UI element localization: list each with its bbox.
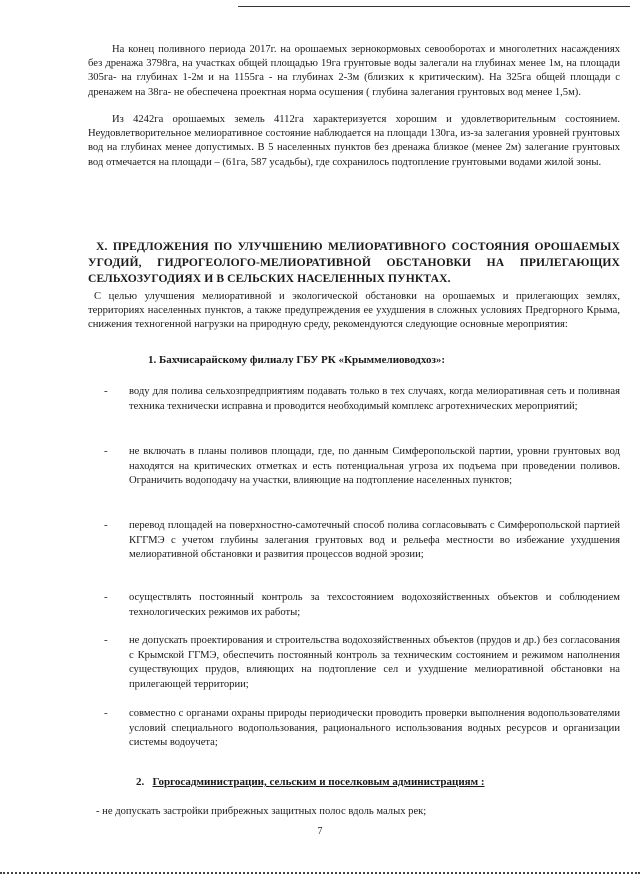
list-dash: -	[104, 634, 108, 646]
subsection-2-text: Горгосадминистрации, сельским и поселковым администрациям :	[152, 776, 485, 788]
subsection-1-title: 1. Бахчисарайскому филиалу ГБУ РК «Крыммелиоводхоз»:	[148, 354, 446, 366]
subsection-2-number: 2.	[136, 776, 145, 788]
list-item-text: перевод площадей на поверхностно-самотечный способ полива согласовывать с Симферопольской партией КГГМЭ с учетом глубины залегания грунтовых вод и рельефа местности во избежание ухудшения мелиоративной обстановки и развития процессов водной эрозии;	[129, 520, 620, 561]
paragraph-land-condition: Из 4242га орошаемых земель 4112га характеризуется хорошим и удовлетворительным состоянием. Неудовлетворительное мелиоративное состояние наблюдается на площади 130га, из-за залегания уровней грунтовых вод на глубинах менее допустимых. В 5 населенных пунктов без дренажа близкое (менее 2м) залегание грунтовых вод отмечается на площади – (61га, 587 усадьбы), где сохранилось подтопление грунтовыми водами жилой зоны.	[88, 114, 620, 168]
list-dash: -	[104, 385, 108, 397]
section-heading: X. ПРЕДЛОЖЕНИЯ ПО УЛУЧШЕНИЮ МЕЛИОРАТИВНОГО СОСТОЯНИЯ ОРОШАЕМЫХ УГОДИЙ, ГИДРОГЕОЛОГО-МЕЛИОРАТИВНОЙ ОБСТАНОВКИ НА ПРИЛЕГАЮЩИХ СЕЛЬХОЗУГОДИЯХ И В СЕЛЬСКИХ НАСЕЛЕННЫХ ПУНКТАХ.	[88, 240, 620, 285]
page-number: 7	[317, 826, 323, 837]
list-item-text: не допускать проектирования и строительства водохозяйственных объектов (прудов и др.) без согласования с Крымской ГГМЭ, обеспечить постоянный контроль за техническим состоянием и режимом наполнения существующих прудов, влияющих на подтопление сел и ухудшение мелиоративной обстановки на прилегающей территории;	[129, 635, 620, 690]
list-item-text: не включать в планы поливов площади, где, по данным Симферопольской партии, уровни грунтовых вод находятся на критических отметках и есть потенциальная угроза их подъема при проведении поливов. Ограничить водоподачу на участки, влияющие на подтопление населенных пунктов;	[129, 446, 620, 487]
list-dash: -	[104, 591, 108, 603]
list-item-text: осуществлять постоянный контроль за техсостоянием водохозяйственных объектов и соблюдением технологических режимов их работы;	[129, 592, 620, 618]
list-dash: -	[104, 445, 108, 457]
list-item-text: воду для полива сельхозпредприятиям подавать только в тех случаях, когда мелиоративная сеть и поливная техника технически исправна и проводится необходимый комплекс агротехнических мероприятий;	[129, 386, 620, 412]
paragraph-intro-measures: С целью улучшения мелиоративной и экологической обстановки на орошаемых и прилегающих землях, территориях населенных пунктов, а также предупреждения ее ухудшения в сложных условиях Предгорного Крыма, снижения техногенной нагрузки на природную среду, рекомендуются следующие основные мероприятия:	[88, 291, 620, 331]
list-dash: -	[104, 707, 108, 719]
list-item-text: совместно с органами охраны природы периодически проводить проверки выполнения водопользователями условий специального водопользования, рационального использования водных ресурсов и организации системы водоучета;	[129, 708, 620, 749]
list-dash: -	[104, 519, 108, 531]
bottom-scan-edge	[0, 872, 640, 874]
subsection-2-title	[136, 776, 485, 788]
paragraph-irrigation-status: На конец поливного периода 2017г. на орошаемых зернокормовых севооборотах и многолетних насаждениях без дренажа 3798га, на участках общей площадью 19га грунтовые воды залегали на глубинах менее 1м, на площади 305га- на глубинах 1-2м и на 1155га - на глубинах 2-3м (близких к критическим). На 325га общей площади с дренажем на 38га- не обеспечена проектная норма осушения ( глубина залегания грунтовых вод менее 1,5м).	[88, 44, 620, 98]
list-item-last: - не допускать застройки прибрежных защитных полос вдоль малых рек;	[96, 806, 427, 817]
top-rule	[238, 6, 630, 7]
